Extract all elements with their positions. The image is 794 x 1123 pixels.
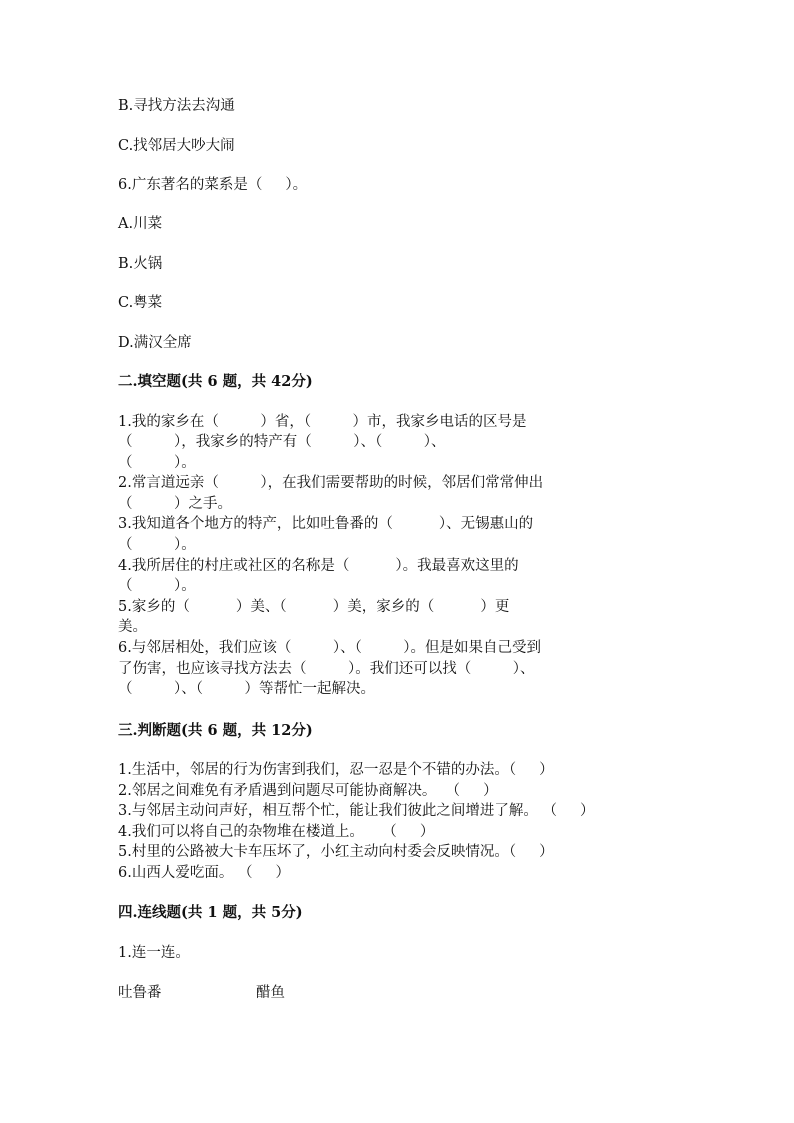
section3-line: 2.邻居之间难免有矛盾遇到问题尽可能协商解决。 （ ） xyxy=(118,783,498,799)
section2-line: （ ）之手。 xyxy=(118,496,232,512)
section4-q1: 1.连一连。 xyxy=(118,945,190,961)
section3-line: 3.与邻居主动问声好，相互帮个忙，能让我们彼此之间增进了解。 （ ） xyxy=(118,803,595,819)
section2-line: （ ）。 xyxy=(118,455,196,471)
q6-option-a: A.川菜 xyxy=(118,216,163,232)
q6-stem: 6.广东著名的菜系是（ ）。 xyxy=(118,177,308,193)
section2-line: 美。 xyxy=(118,619,147,635)
section2-line: 5.家乡的（ ）美、（ ）美，家乡的（ ）更 xyxy=(118,599,510,615)
q6-option-b: B.火锅 xyxy=(118,256,163,272)
q6-option-c: C.粤菜 xyxy=(118,295,163,311)
section2-line: 2.常言道远亲（ ），在我们需要帮助的时候，邻居们常常伸出 xyxy=(118,475,544,491)
q5-option-c: C.找邻居大吵大闹 xyxy=(118,138,235,154)
section2-heading: 二.填空题(共 6 题，共 42分) xyxy=(118,373,313,390)
section2-line: （ ）。 xyxy=(118,578,196,594)
match-right-item: 醋鱼 xyxy=(256,985,285,1001)
section2-line: 4.我所居住的村庄或社区的名称是（ ）。我最喜欢这里的 xyxy=(118,558,519,574)
q5-option-b: B.寻找方法去沟通 xyxy=(118,98,235,114)
section3-line: 4.我们可以将自己的杂物堆在楼道上。 （ ） xyxy=(118,824,435,840)
q6-option-d: D.满汉全席 xyxy=(118,335,192,351)
section3-line: 6.山西人爱吃面。 （ ） xyxy=(118,865,290,881)
section4-heading: 四.连线题(共 1 题，共 5分) xyxy=(118,904,303,921)
section2-line: 1.我的家乡在（ ）省，（ ）市，我家乡电话的区号是 xyxy=(118,414,527,430)
section3-heading: 三.判断题(共 6 题，共 12分) xyxy=(118,722,313,739)
section2-line: （ ）、（ ）等帮忙一起解决。 xyxy=(118,681,375,697)
section2-line: 3.我知道各个地方的特产，比如吐鲁番的（ ）、无锡惠山的 xyxy=(118,516,534,532)
section2-line: （ ），我家乡的特产有（ ）、（ ）、 xyxy=(118,434,446,450)
section2-line: （ ）。 xyxy=(118,537,196,553)
section3-line: 1.生活中，邻居的行为伤害到我们，忍一忍是个不错的办法。（ ） xyxy=(118,762,554,778)
section2-line: 6.与邻居相处，我们应该（ ）、（ ）。但是如果自己受到 xyxy=(118,640,542,656)
section3-line: 5.村里的公路被大卡车压坏了，小红主动向村委会反映情况。（ ） xyxy=(118,844,554,860)
match-left-item: 吐鲁番 xyxy=(118,985,162,1001)
section2-line: 了伤害，也应该寻找方法去（ ）。我们还可以找（ ）、 xyxy=(118,661,535,677)
